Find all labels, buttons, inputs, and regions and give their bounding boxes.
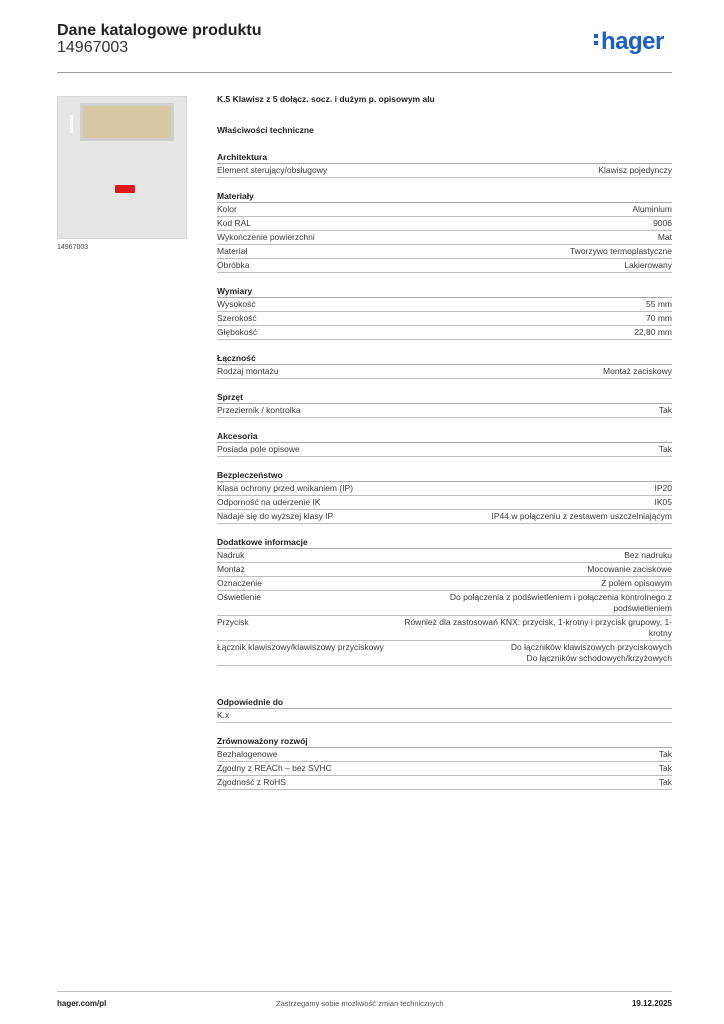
- spec-key: Bezhalogenowe: [217, 749, 278, 759]
- spec-value: Tworzywo termoplastyczne: [569, 246, 672, 256]
- photo-glare: [70, 115, 73, 133]
- product-photo: [57, 96, 187, 239]
- spec-section: [217, 469, 672, 524]
- section-title: Łączność: [217, 352, 672, 365]
- spec-section: [217, 352, 672, 379]
- spec-key: K.x: [217, 710, 230, 720]
- spec-row: [217, 709, 672, 723]
- spec-key: Posiada pole opisowe: [217, 444, 300, 454]
- section-title: Akcesoria: [217, 430, 672, 443]
- spec-key: Rodzaj montażu: [217, 366, 279, 376]
- product-code: 14967003: [57, 39, 129, 56]
- spec-key: Obróbka: [217, 260, 250, 270]
- spec-value: Aluminium: [632, 204, 672, 214]
- spec-row: [217, 259, 672, 273]
- spec-key: Montaż: [217, 564, 245, 574]
- spec-row: [217, 549, 672, 563]
- spec-value: 55 mm: [646, 299, 672, 309]
- spec-value: Mocowanie zaciskowe: [587, 564, 672, 574]
- spec-key: Szerokość: [217, 313, 257, 323]
- spec-sections: [217, 151, 672, 790]
- spec-value: Tak: [658, 749, 672, 759]
- spec-value: Klawisz pojedynczy: [598, 165, 672, 175]
- spec-key: Głębokość: [217, 327, 258, 337]
- spec-section: [217, 536, 672, 666]
- spec-key: Przycisk: [217, 617, 249, 627]
- section-title: Sprzęt: [217, 391, 672, 404]
- spec-key: Materiał: [217, 246, 248, 256]
- spec-row: [217, 577, 672, 591]
- header-divider: [57, 72, 672, 73]
- spec-section: [217, 151, 672, 178]
- spec-key: Wysokość: [217, 299, 256, 309]
- footer-notice: Zastrzegamy sobie możliwość zmian technicznych: [276, 999, 444, 1008]
- spec-value: Do połączenia z podświetleniem i połączenia kontrolnego z podświetleniem: [449, 592, 672, 613]
- spec-value: 70 mm: [646, 313, 672, 323]
- footer-date: 19.12.2025: [631, 999, 672, 1008]
- spec-value: Z polem opisowym: [601, 578, 672, 588]
- spec-value: Również dla zastosowań KNX: przycisk, 1-krotny i przycisk grupowy, 1-krotny: [404, 617, 672, 638]
- section-title: Bezpieczeństwo: [217, 469, 672, 482]
- spec-key: Łącznik klawiszowy/klawiszowy przyciskowy: [217, 642, 384, 652]
- indicator-led: [115, 185, 135, 193]
- spec-section: [217, 430, 672, 457]
- spec-section: [217, 391, 672, 418]
- spec-row: [217, 591, 672, 616]
- spec-value: IP20: [654, 483, 672, 493]
- spec-value: Tak: [658, 444, 672, 454]
- spec-section: [217, 285, 672, 340]
- spec-key: Element sterujący/obsługowy: [217, 165, 328, 175]
- document-title: Dane katalogowe produktu: [57, 22, 262, 39]
- spec-key: Zgodność z RoHS: [217, 777, 286, 787]
- spec-row: [217, 298, 672, 312]
- photo-caption: 14967003: [57, 244, 89, 251]
- section-title: Odpowiednie do: [217, 696, 672, 709]
- label-field: [80, 103, 174, 141]
- spec-row: [217, 482, 672, 496]
- spec-value: 22,80 mm: [634, 327, 672, 337]
- spec-key: Kolor: [217, 204, 237, 214]
- spec-key: Kod RAL: [217, 218, 252, 228]
- spec-key: Wykończenie powierzchni: [217, 232, 315, 242]
- spec-row: [217, 641, 672, 666]
- spec-value: Tak: [658, 777, 672, 787]
- logo-dots-icon: [594, 34, 599, 48]
- spec-value: Lakierowany: [624, 260, 672, 270]
- spec-row: [217, 203, 672, 217]
- section-title: Materiały: [217, 190, 672, 203]
- spec-row: [217, 404, 672, 418]
- spec-row: [217, 776, 672, 790]
- spec-value: Bez nadruku: [624, 550, 672, 560]
- section-title: Architektura: [217, 151, 672, 164]
- spec-key: Nadaje się do wyższej klasy IP: [217, 511, 334, 521]
- spec-row: [217, 443, 672, 457]
- hager-logo: hager: [594, 28, 664, 56]
- spec-row: [217, 496, 672, 510]
- spec-content: [217, 91, 672, 790]
- section-spacer: [217, 666, 672, 684]
- spec-value: Montaż zaciskowy: [603, 366, 672, 376]
- spec-row: [217, 616, 672, 641]
- spec-key: Oświetlenie: [217, 592, 261, 602]
- section-title: Wymiary: [217, 285, 672, 298]
- section-title: Zrównoważony rozwój: [217, 735, 672, 748]
- spec-value: IK05: [654, 497, 672, 507]
- footer-site: hager.com/pl: [57, 999, 107, 1008]
- spec-row: [217, 510, 672, 524]
- spec-value: Tak: [658, 405, 672, 415]
- footer-divider: [57, 991, 672, 992]
- tech-heading: Właściwości techniczne: [217, 125, 314, 135]
- spec-value: Do łączników klawiszowych przyciskowych Do łączników schodowych/krzyżowych: [510, 642, 672, 663]
- spec-section: [217, 696, 672, 723]
- spec-row: [217, 748, 672, 762]
- spec-value: 9006: [653, 218, 672, 228]
- spec-value: Mat: [657, 232, 672, 242]
- product-title: K.5 Klawisz z 5 dołącz. socz. i dużym p. opisowym alu: [217, 94, 435, 104]
- spec-key: Klasa ochrony przed wnikaniem (IP): [217, 483, 354, 493]
- spec-value: IP44 w połączeniu z zestawem uszczelniającym: [491, 511, 672, 521]
- spec-row: [217, 326, 672, 340]
- spec-key: Przeziernik / kontrolka: [217, 405, 301, 415]
- spec-row: [217, 245, 672, 259]
- spec-row: [217, 563, 672, 577]
- spec-section: [217, 190, 672, 273]
- spec-key: Odporność na uderzenie IK: [217, 497, 321, 507]
- section-title: Dodatkowe informacje: [217, 536, 672, 549]
- spec-row: [217, 365, 672, 379]
- spec-key: Nadruk: [217, 550, 245, 560]
- spec-row: [217, 217, 672, 231]
- spec-row: [217, 164, 672, 178]
- spec-value: Tak: [658, 763, 672, 773]
- spec-key: Zgodny z REACh – bez SVHC: [217, 763, 332, 773]
- spec-row: [217, 231, 672, 245]
- spec-key: Oznaczenie: [217, 578, 262, 588]
- spec-row: [217, 762, 672, 776]
- spec-row: [217, 312, 672, 326]
- spec-section: [217, 735, 672, 790]
